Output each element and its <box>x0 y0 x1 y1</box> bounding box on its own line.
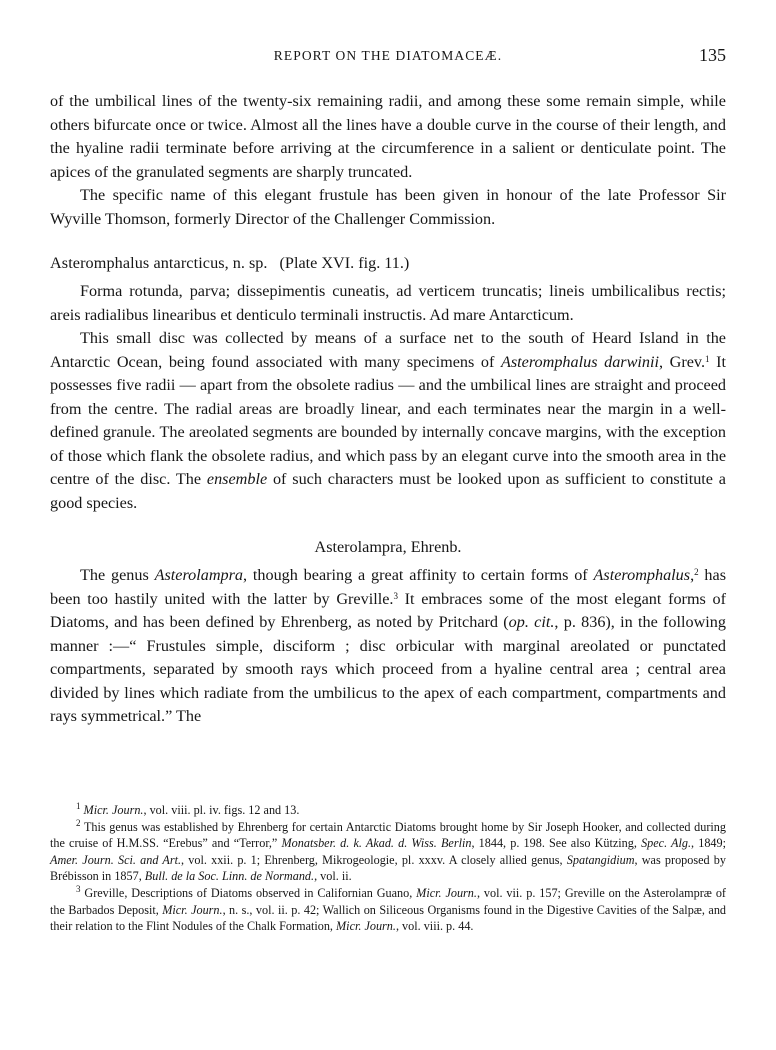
genus-heading: Asterolampra, Ehrenb. <box>314 538 462 556</box>
plate-reference: (Plate XVI. fig. 11.) <box>279 254 410 272</box>
species-heading <box>50 251 726 275</box>
footnotes <box>50 802 726 935</box>
taxon-name: Asteromphalus <box>593 566 691 584</box>
latin-diagnosis: Forma rotunda, parva; dissepimentis cuneatis, ad verticem truncatis; lineis umbilicalibus rectis; areis radialibus linearibus et denticulo terminali instructis. Ad mare Antarcticum. <box>50 282 726 324</box>
footnote-ref-3: 3 <box>393 590 398 601</box>
paragraph-genus: The genus Asterolampra, though bearing a great affinity to certain forms of Asteromphalus,$^2$ has been too hastily united with the latter by Greville.$^3$ It embraces some of the most elegant forms of Diatoms, and has been defined by Ehrenberg, as noted by Pritchard (op. cit., p. 836), in the following manner :—“ Frustules simple, disciform ; disc orbicular with marginal areolated or punctated compartments, separated by smooth rays which proceed from a hyaline central area ; central area divided by lines which radiate from the umbilicus to the apex of each compartment, compartments and rays symmetrical.” The <box>50 566 727 725</box>
footnote-3: $^3$ Greville, Descriptions of Diatoms observed in Californian Guano, Micr. Journ., vol. vii. p. 157; Greville on the Asterolampræ of the Barbados Deposit, Micr. Journ., n. s., vol. ii. p. 42; Wallich on Siliceous Organisms found in the Digestive Cavities of the Salpæ, and their relation to the Flint Nodules of the Chalk Formation, Micr. Journ., vol. viii. p. 44. <box>50 883 727 934</box>
footnote-ref-2: 2 <box>694 567 699 577</box>
footnote-2: $^2$ This genus was established by Ehrenberg for certain Antarctic Diatoms brought home by Sir Joseph Hooker, and collected during the cruise of H.M.SS. “Erebus” and “Terror,” Monatsber. d. k. Akad. d. Wiss. Berlin, 1844, p. 198. See also Kützing, Spec. Alg., 1849; Amer. Journ. Sci. and Art., vol. xxii. p. 1; Ehrenberg, Mikrogeologie, pl. xxxv. A closely allied genus, Spatangidium, was proposed by Brébisson in 1857, Bull. de la Soc. Linn. de Normand., vol. ii. <box>50 817 726 884</box>
running-head: REPORT ON THE DIATOMACEÆ. <box>273 48 503 63</box>
emphasis: ensemble <box>206 470 268 488</box>
species-status: , n. sp. <box>224 254 268 272</box>
paragraph-dedication: The specific name of this elegant frustule has been given in honour of the late Professor Sir Wyville Thomson, formerly Director of the Challenger Commission. <box>50 186 726 228</box>
taxon-name: Asterolampra <box>154 566 244 584</box>
footnote-1: $^1$ Micr. Journ., vol. viii. pl. iv. figs. 12 and 13. <box>76 801 300 817</box>
taxon-name: Asteromphalus darwinii <box>500 352 659 371</box>
paragraph-continued: of the umbilical lines of the twenty-six remaining radii, and among these some remain simple, while others bifurcate once or twice. Almost all the lines have a double curve in the course of their length, and the hyaline radii terminate before arriving at the circumference in a salient or denticulate point. The apices of the granulated segments are sharply truncated. <box>50 92 726 181</box>
page-header <box>50 45 726 69</box>
page-number: 135 <box>699 45 726 65</box>
footnote-ref-1: 1 <box>705 353 710 364</box>
main-text <box>50 90 726 729</box>
species-name: Asteromphalus antarcticus <box>50 254 225 272</box>
citation-abbrev: op. cit. <box>508 613 555 631</box>
paragraph-description: This small disc was collected by means of a surface net to the south of Heard Island in the Antarctic Ocean, being found associated with many specimens of Asteromphalus darwinii, Grev.$^1$ It possesses five radii — apart from the obsolete radius — and the umbilical lines are straight and proceed from the centre. The radial areas are broadly linear, and each terminates near the margin in a well-defined granule. The areolated segments are bounded by internally concave margins, with the exception of those which flank the obsolete radius, and which pass by an elegant curve into the smooth area in the centre of the disc. The ensemble of such characters must be looked upon as sufficient to constitute a good species. <box>50 329 727 512</box>
